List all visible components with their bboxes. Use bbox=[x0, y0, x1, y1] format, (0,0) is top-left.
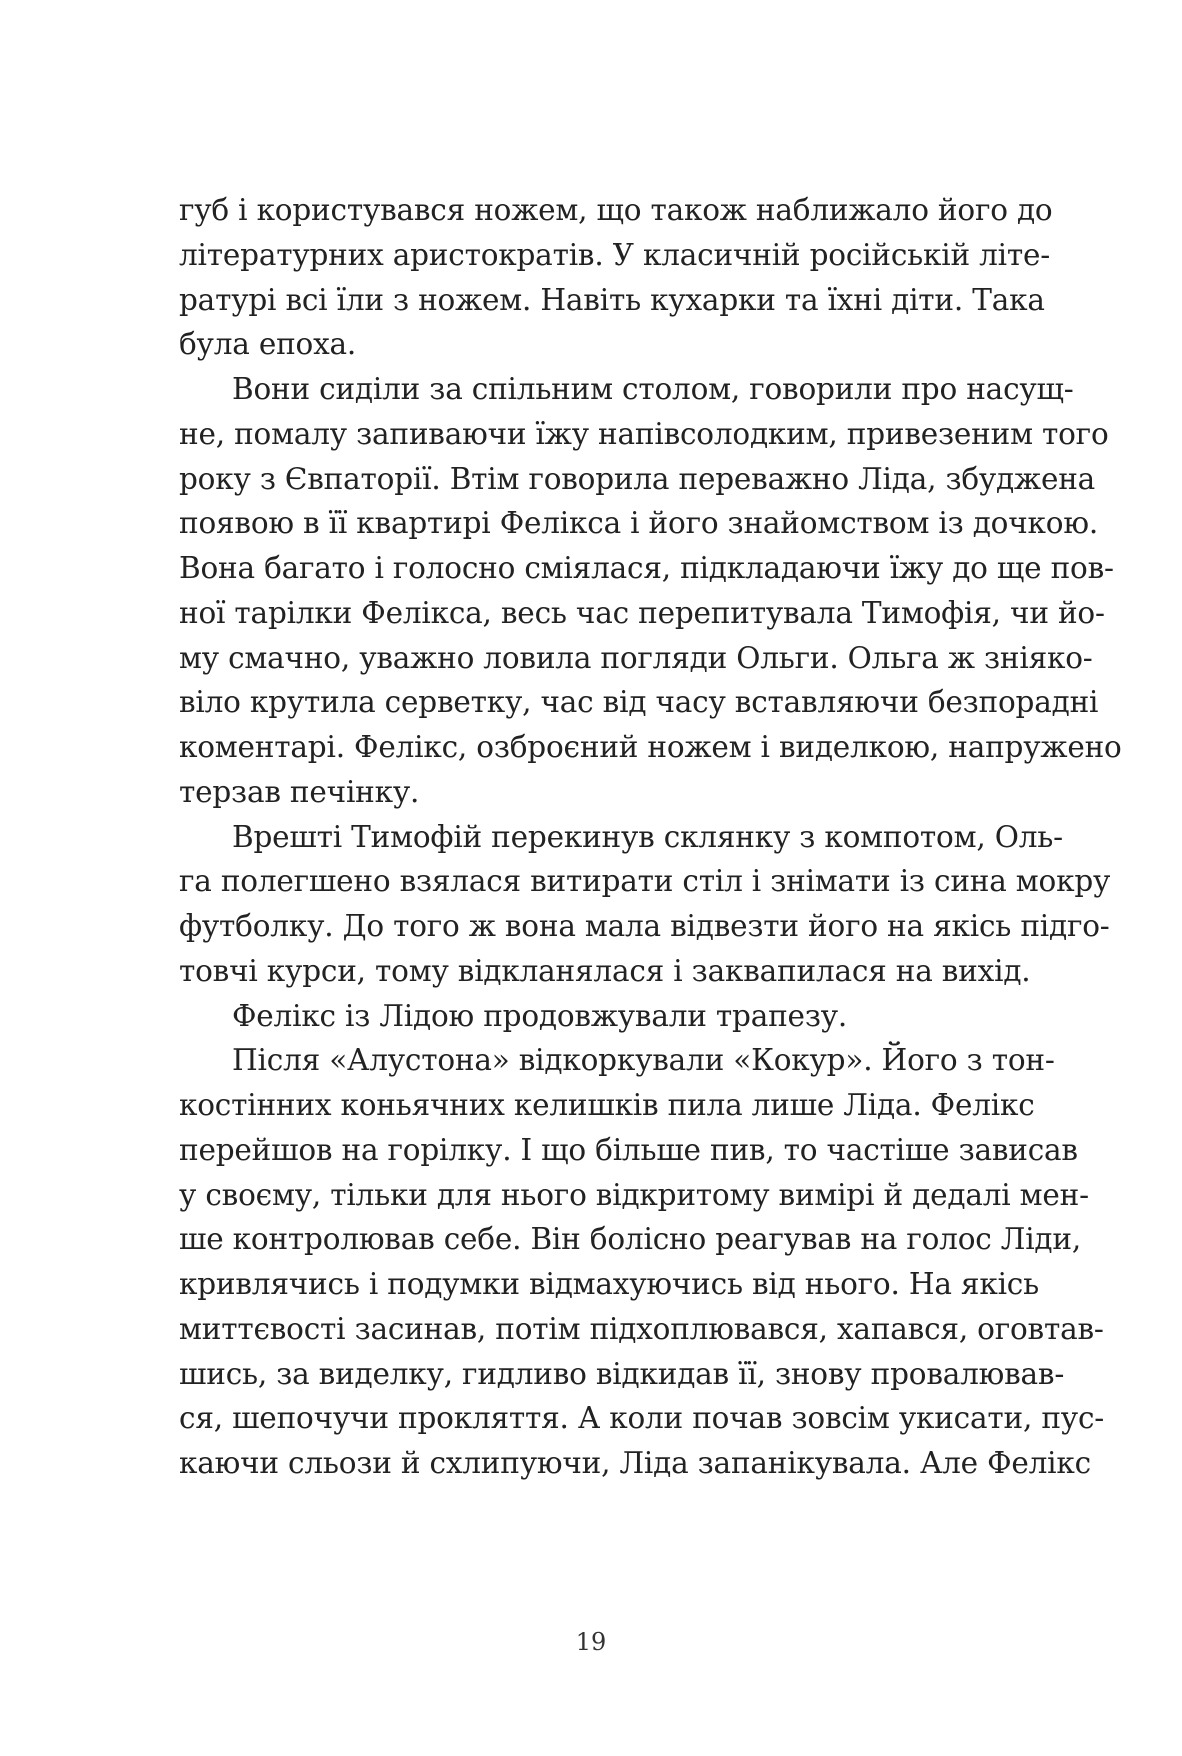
text-line: Вона багато і голосно сміялася, підкладаючи їжу до ще пов- bbox=[179, 551, 1114, 585]
text-line: шись, за виделку, гидливо відкидав її, знову провалював- bbox=[179, 1356, 1065, 1391]
text-line: появою в її квартирі Фелікса і його знайомством із дочкою. bbox=[179, 506, 1098, 541]
text-line: літературних аристократів. У класичній російській літе- bbox=[179, 237, 1051, 272]
text-line: року з Євпаторії. Втім говорила переважно Ліда, збуджена bbox=[179, 461, 1096, 496]
text-line: ратурі всі їли з ножем. Навіть кухарки та їхні діти. Така bbox=[179, 282, 1045, 317]
text-line: Фелікс із Лідою продовжували трапезу. bbox=[232, 998, 848, 1033]
text-line: ної тарілки Фелікса, весь час перепитувала Тимофія, чи йо- bbox=[179, 595, 1105, 630]
text-line: терзав печінку. bbox=[179, 774, 420, 809]
text-line: ся, шепочучи прокляття. А коли почав зовсім укисати, пус- bbox=[179, 1401, 1105, 1436]
page-number: 19 bbox=[575, 1628, 607, 1656]
body-text bbox=[179, 188, 1122, 1486]
text-line: костінних коньячних келишків пила лише Ліда. Фелікс bbox=[179, 1088, 1035, 1122]
text-line: футболку. До того ж вона мала відвезти його на якісь підго- bbox=[179, 909, 1110, 943]
text-line: губ і користувався ножем, що також наближало його до bbox=[179, 193, 1053, 227]
text-line: коментарі. Фелікс, озброєний ножем і виделкою, напружено bbox=[179, 730, 1122, 764]
text-line: Врешті Тимофій перекинув склянку з компотом, Оль- bbox=[232, 819, 1063, 854]
text-line: Вони сиділи за спільним столом, говорили про насущ- bbox=[232, 372, 1074, 406]
text-line: віло крутила серветку, час від часу вставляючи безпорадні bbox=[179, 685, 1099, 720]
text-line: кривлячись і подумки відмахуючись від нього. На якісь bbox=[179, 1267, 1039, 1301]
text-line: товчі курси, тому відкланялася і заквапилася на вихід. bbox=[179, 953, 1031, 988]
text-line: му смачно, уважно ловила погляди Ольги. Ольга ж зніяко- bbox=[179, 640, 1093, 675]
text-line: ше контролював себе. Він болісно реагував на голос Ліди, bbox=[179, 1222, 1082, 1257]
text-line: не, помалу запиваючи їжу напівсолодким, привезеним того bbox=[179, 416, 1109, 451]
text-line: миттєвості засинав, потім підхоплювався, хапався, оговтав- bbox=[179, 1311, 1104, 1346]
text-line: у своєму, тільки для нього відкритому вимірі й дедалі мен- bbox=[179, 1177, 1089, 1212]
text-line: Після «Алустона» відкоркували «Кокур». Його з тон- bbox=[232, 1043, 1055, 1078]
text-line: каючи сльози й схлипуючи, Ліда запанікувала. Але Фелікс bbox=[179, 1446, 1091, 1480]
text-line: га полегшено взялася витирати стіл і знімати із сина мокру bbox=[179, 864, 1111, 899]
text-line: була епоха. bbox=[179, 327, 357, 362]
text-line: перейшов на горілку. І що більше пив, то частіше зависав bbox=[179, 1132, 1078, 1167]
